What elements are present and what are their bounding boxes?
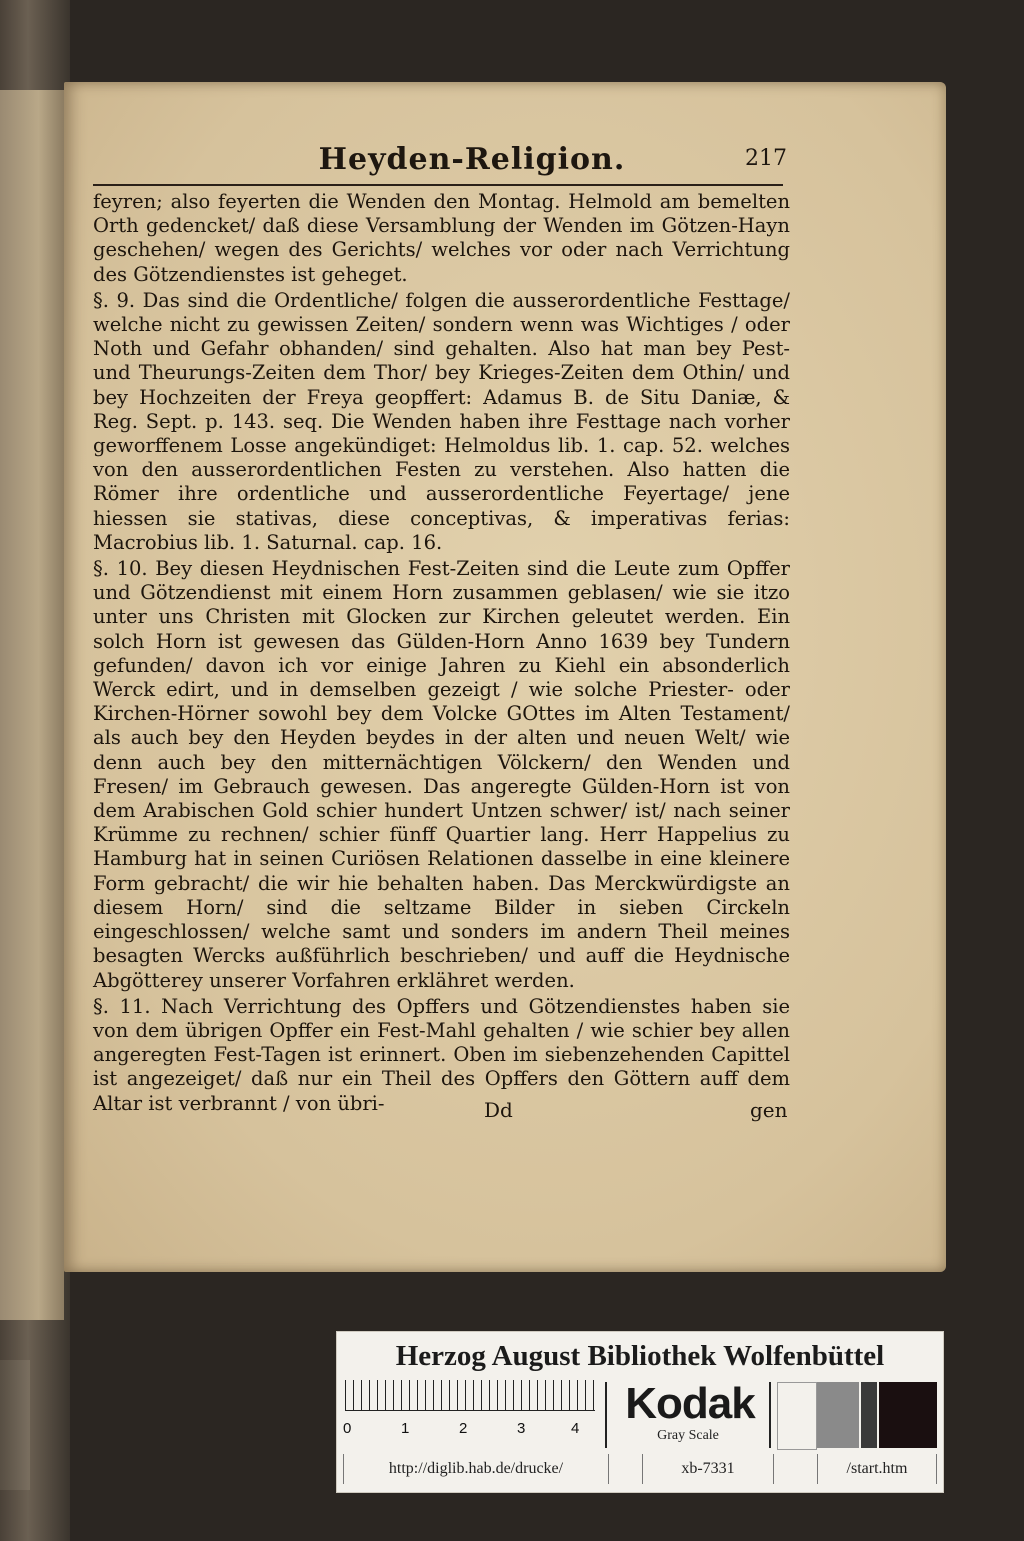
start-label: /start.htm — [817, 1454, 937, 1484]
body-text — [93, 190, 790, 1116]
white-swatch — [777, 1382, 817, 1450]
paragraph: feyren; also feyerten die Wenden den Montag. Helmold am bemelten Orth gedencket/ daß diese Versamblung der Wenden im Götzen-Hayn geschehen/ wegen des Gerichts/ welches vor oder nach Verrichtung des Götzendienstes ist geheget. — [93, 190, 790, 286]
ruler-number: 1 — [401, 1420, 410, 1437]
library-name: Herzog August Bibliothek Wolfenbüttel — [395, 1340, 885, 1372]
paragraph: §. 10. Bey diesen Heydnischen Fest-Zeiten sind die Leute zum Opffer und Götzendienst mit einem Horn zusammen geblasen/ wie sie itzo unter uns Christen mit Glocken zur Kirchen geleutet werden. Ein solch Horn ist gewesen das Gülden-Horn Anno 1639 bey Tundern gefunden/ davon ich vor einige Jahren zu Kiehl ein absonderlich Werck edirt, und in demselben gezeigt / wie solche Priester- oder Kirchen-Hörner sowohl bey dem Volcke GOttes im Alten Testament/ als auch bey den Heyden beydes in der alten und neuen Welt/ wie denn auch bey den mitternächtigen Völckern/ den Wenden und Fresen/ im Gebrauch gewesen. Das angeregte Gülden-Horn ist von dem Arabischen Gold schier hundert Untzen schwer/ ist/ nach seiner Krümme zu rechnen/ schier fünff Quartier lang. Herr Happelius zu Hamburg hat in seinen Curiösen Relationen dasselbe in eine kleinere Form gebracht/ die wir hie behalten haben. Das Merckwürdigste an diesem Horn/ sind die seltzame Bilder in sieben Circkeln eingeschlossen/ welche samt und sonders im andern Theil meines besagten Wercks außführlich beschrieben/ und auff die Heydnische Abgötterey unserer Vorfahren erklähret werden. — [93, 557, 790, 992]
ruler-number: 0 — [343, 1420, 352, 1437]
scan-tape — [0, 1360, 30, 1490]
gray-scale-label: Gray Scale — [657, 1428, 719, 1443]
signature-mark: Dd — [484, 1098, 513, 1122]
scale-ruler — [345, 1380, 595, 1411]
black-swatch — [879, 1382, 937, 1448]
catchword: gen — [750, 1098, 788, 1122]
previous-page-edge — [0, 90, 64, 1320]
ruler-number: 3 — [517, 1420, 526, 1437]
running-head: Heyden-Religion. — [318, 142, 626, 177]
divider — [605, 1382, 607, 1448]
header-rule — [93, 184, 783, 186]
dark-gray-swatch — [861, 1382, 877, 1448]
shelfmark-label: xb-7331 — [642, 1454, 774, 1484]
page-number: 217 — [745, 146, 787, 171]
paragraph: §. 9. Das sind die Ordentliche/ folgen die ausserordentliche Festtage/ welche nicht zu gewissen Zeiten/ sondern wenn was Wichtiges / oder Noth und Gefahr obhanden/ sind gehalten. Also hat man bey Pest- und Theurungs-Zeiten dem Thor/ bey Krieges-Zeiten dem Othin/ und bey Hochzeiten der Freya geopffert: Adamus B. de Situ Daniæ, & Reg. Sept. p. 143. seq. Die Wenden haben ihre Festtage nach vorher geworffenem Losse angekündiget: Helmoldus lib. 1. cap. 52. welches von den ausserordentlichen Festen zu verstehen. Also hatten die Römer ihre ordentliche und ausserordentliche Feyertage/ jene hiessen sie stativas, diese conceptivas, & imperativas ferias: Macrobius lib. 1. Saturnal. cap. 16. — [93, 288, 790, 554]
ruler-number: 2 — [459, 1420, 468, 1437]
kodak-logo: Kodak — [625, 1379, 755, 1428]
paragraph: §. 11. Nach Verrichtung des Opffers und Götzendienstes haben sie von dem übrigen Opffer ein Fest-Mahl gehalten / wie schier bey allen angeregten Fest-Tagen ist erinnert. Oben im siebenzehenden Capittel ist angezeiget/ daß nur ein Theil des Opffers den Göttern auff dem Altar ist verbrannt / von übri- — [93, 994, 790, 1115]
divider — [769, 1382, 771, 1448]
color-target-card — [336, 1331, 944, 1493]
url-label: http://diglib.hab.de/drucke/ — [343, 1454, 609, 1484]
gray-swatch — [817, 1382, 859, 1448]
ruler-number: 4 — [571, 1420, 580, 1437]
